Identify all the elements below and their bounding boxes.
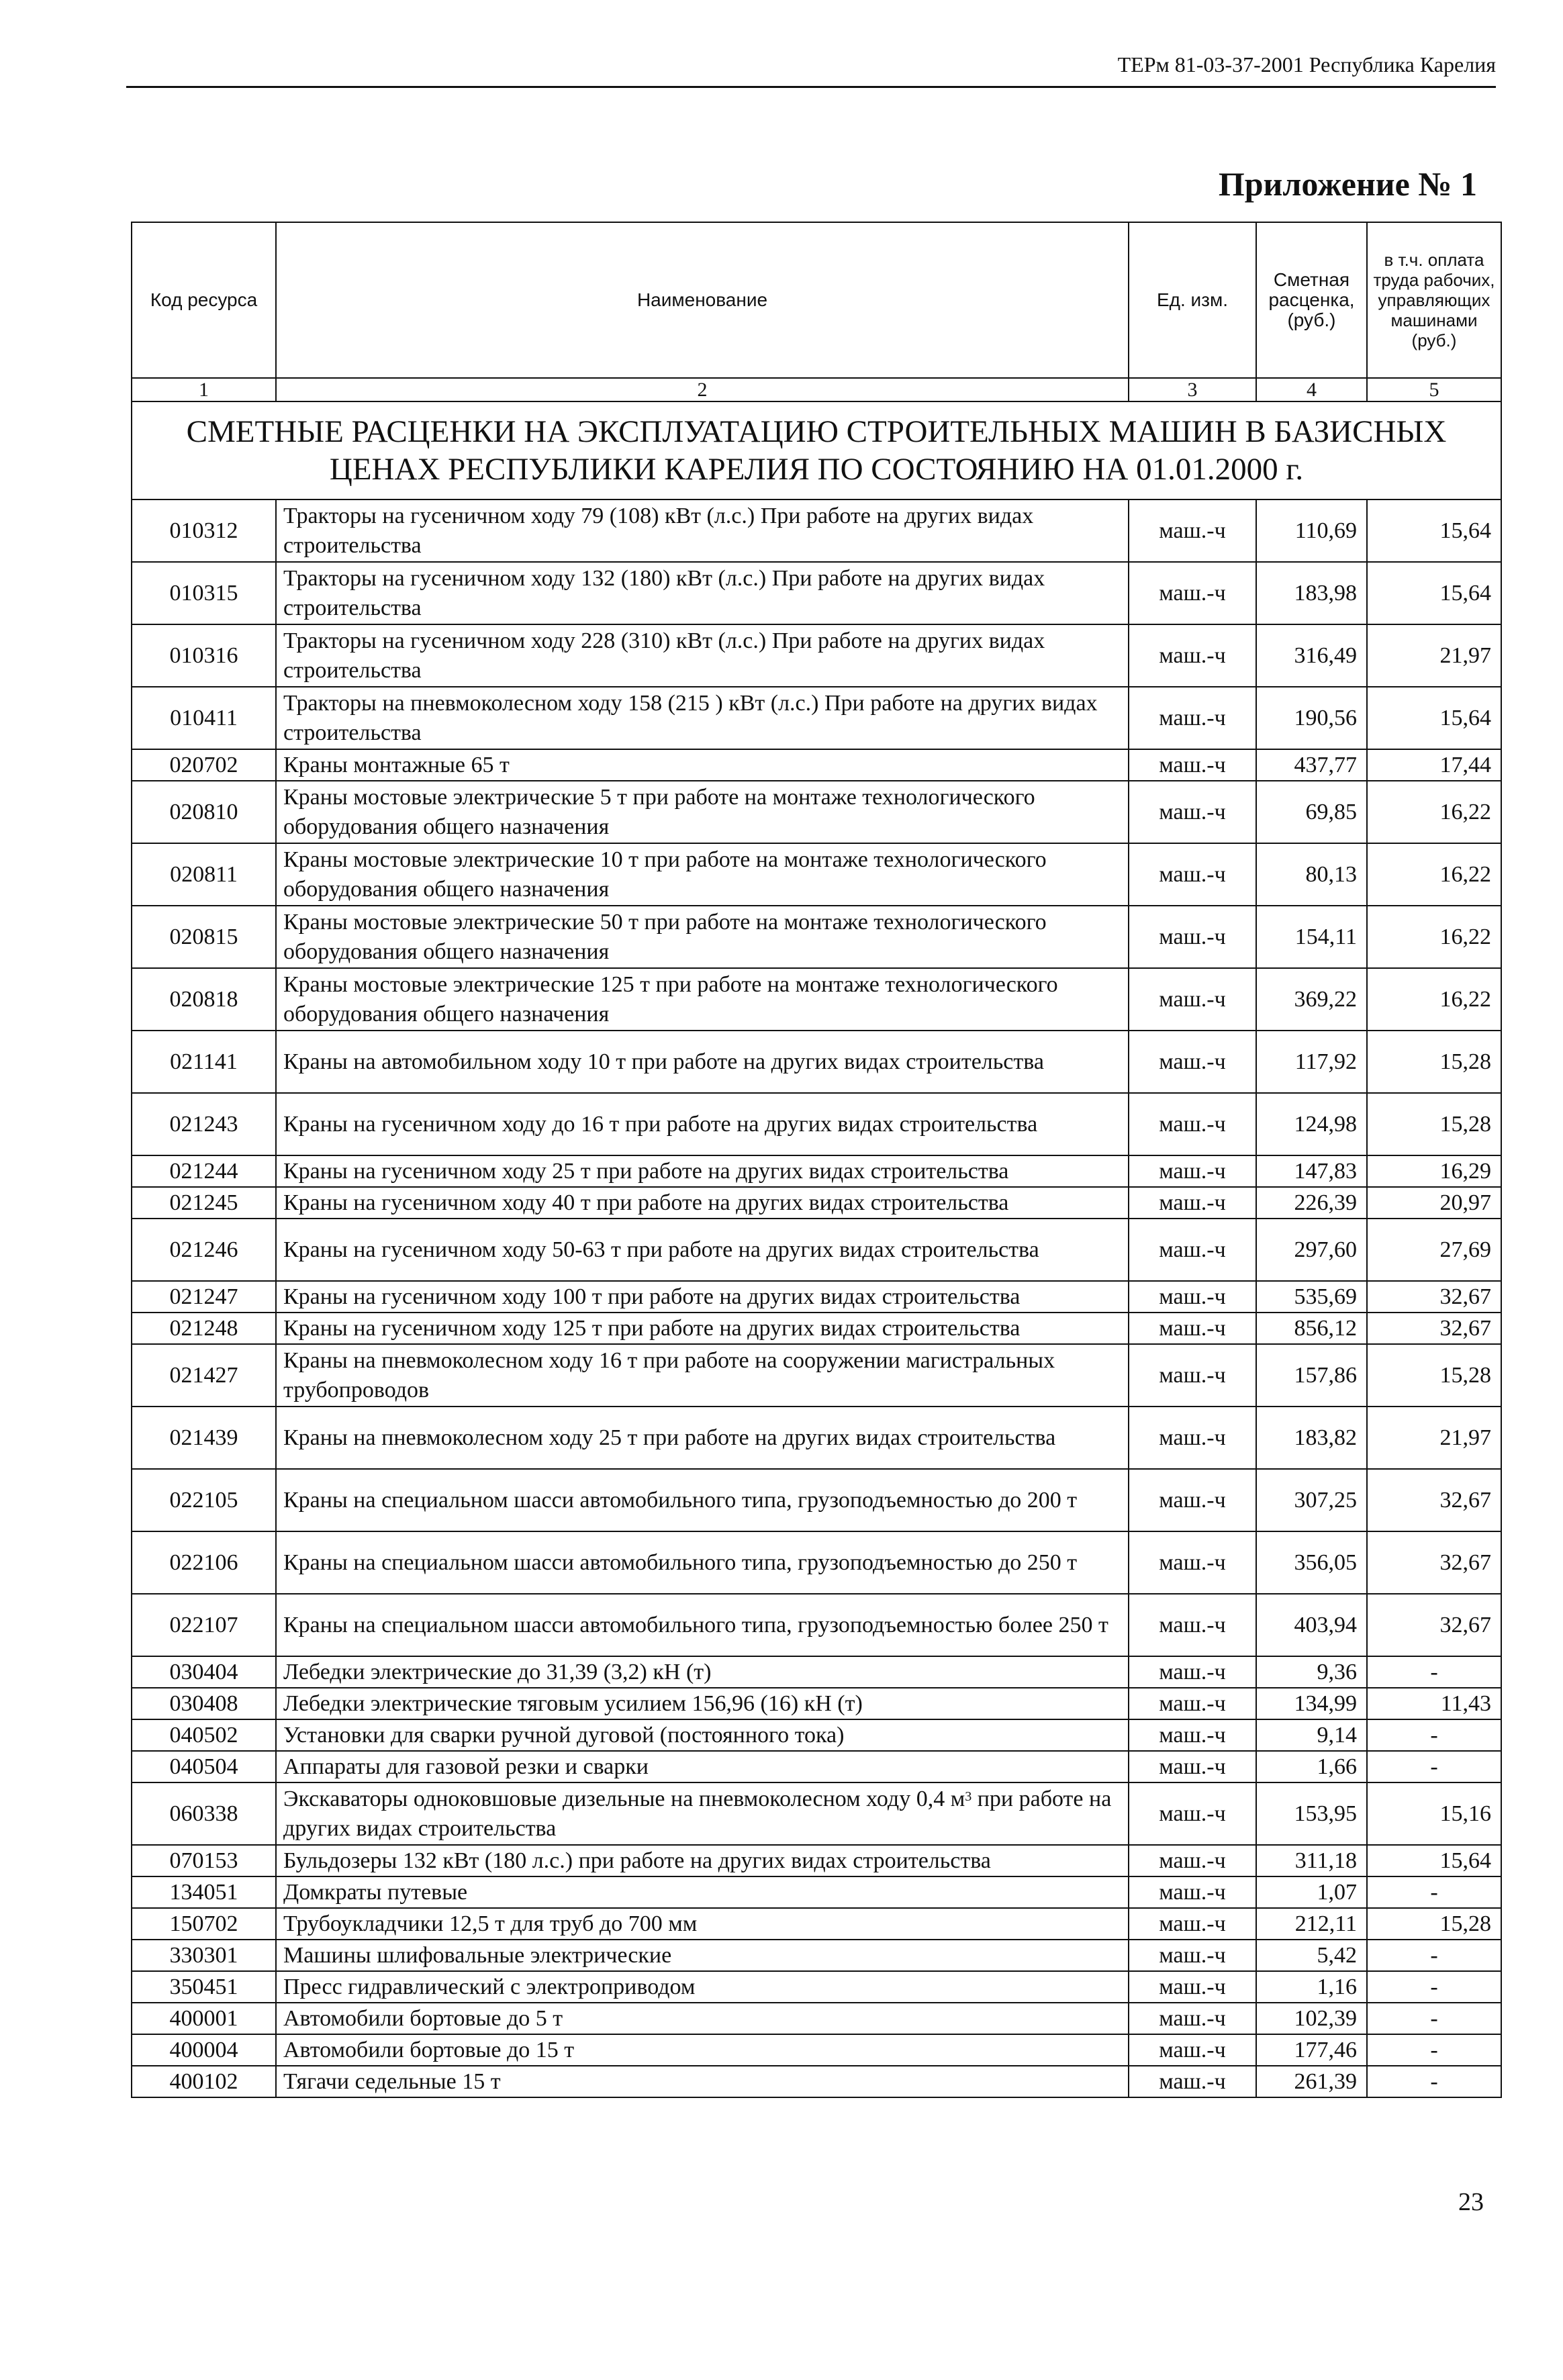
unit-of-measure: маш.-ч xyxy=(1129,1031,1256,1093)
labor-cost: 15,64 xyxy=(1367,562,1501,624)
resource-code: 040504 xyxy=(132,1751,276,1782)
labor-cost: - xyxy=(1367,2003,1501,2034)
resource-name: Краны на автомобильном ходу 10 т при работе на других видах строительства xyxy=(276,1031,1129,1093)
labor-cost: 32,67 xyxy=(1367,1594,1501,1656)
labor-cost: - xyxy=(1367,1719,1501,1751)
labor-cost: 32,67 xyxy=(1367,1281,1501,1313)
estimated-rate: 134,99 xyxy=(1256,1688,1367,1719)
labor-cost: 16,29 xyxy=(1367,1155,1501,1187)
estimated-rate: 297,60 xyxy=(1256,1219,1367,1281)
table-row xyxy=(132,1719,1501,1751)
resource-code: 022107 xyxy=(132,1594,276,1656)
table-row xyxy=(132,1031,1501,1093)
resource-name: Тракторы на гусеничном ходу 79 (108) кВт (л.с.) При работе на других видах строительства xyxy=(276,499,1129,562)
resource-code: 060338 xyxy=(132,1782,276,1845)
resource-name xyxy=(276,1782,1129,1845)
estimated-rate: 316,49 xyxy=(1256,624,1367,687)
labor-cost: 15,64 xyxy=(1367,687,1501,749)
resource-name: Тракторы на пневмоколесном ходу 158 (215 ) кВт (л.с.) При работе на других видах строительства xyxy=(276,687,1129,749)
labor-cost: 16,22 xyxy=(1367,781,1501,843)
labor-cost: 15,28 xyxy=(1367,1908,1501,1940)
resource-name: Краны на гусеничном ходу 40 т при работе на других видах строительства xyxy=(276,1187,1129,1219)
resource-code: 040502 xyxy=(132,1719,276,1751)
labor-cost: 15,64 xyxy=(1367,1845,1501,1876)
estimated-rate: 147,83 xyxy=(1256,1155,1367,1187)
resource-name: Краны мостовые электрические 125 т при работе на монтаже технологического оборудования общего назначения xyxy=(276,968,1129,1031)
labor-cost: 15,28 xyxy=(1367,1031,1501,1093)
column-number: 2 xyxy=(276,378,1129,401)
table-row xyxy=(132,499,1501,562)
table-row xyxy=(132,624,1501,687)
column-number: 1 xyxy=(132,378,276,401)
resource-code: 020810 xyxy=(132,781,276,843)
labor-cost: 32,67 xyxy=(1367,1313,1501,1344)
labor-cost: - xyxy=(1367,1876,1501,1908)
table-row xyxy=(132,1940,1501,1971)
resource-name-part: Экскаваторы одноковшовые дизельные на пневмоколесном ходу 0,4 м xyxy=(283,1786,965,1811)
resource-name: Краны на гусеничном ходу 50-63 т при работе на других видах строительства xyxy=(276,1219,1129,1281)
resource-name: Трубоукладчики 12,5 т для труб до 700 мм xyxy=(276,1908,1129,1940)
estimated-rate: 437,77 xyxy=(1256,749,1367,781)
resource-code: 022106 xyxy=(132,1531,276,1594)
column-header: Ед. изм. xyxy=(1129,222,1256,378)
estimated-rate: 261,39 xyxy=(1256,2066,1367,2097)
estimated-rate: 153,95 xyxy=(1256,1782,1367,1845)
resource-code: 134051 xyxy=(132,1876,276,1908)
labor-cost: 15,28 xyxy=(1367,1093,1501,1155)
unit-of-measure: маш.-ч xyxy=(1129,1219,1256,1281)
resource-name: Лебедки электрические тяговым усилием 156,96 (16) кН (т) xyxy=(276,1688,1129,1719)
column-header: Код ресурса xyxy=(132,222,276,378)
table-row xyxy=(132,749,1501,781)
labor-cost: 20,97 xyxy=(1367,1187,1501,1219)
table-row xyxy=(132,1155,1501,1187)
resource-code: 021243 xyxy=(132,1093,276,1155)
resource-code: 030408 xyxy=(132,1688,276,1719)
table-row xyxy=(132,968,1501,1031)
column-header: в т.ч. оплата труда рабочих, управляющих машинами (руб.) xyxy=(1367,222,1501,378)
resource-code: 150702 xyxy=(132,1908,276,1940)
column-number: 5 xyxy=(1367,378,1501,401)
resource-code: 330301 xyxy=(132,1940,276,1971)
unit-of-measure: маш.-ч xyxy=(1129,2066,1256,2097)
resource-name: Краны на специальном шасси автомобильного типа, грузоподъемностью до 200 т xyxy=(276,1469,1129,1531)
labor-cost: - xyxy=(1367,1940,1501,1971)
table-row xyxy=(132,1281,1501,1313)
table-row xyxy=(132,1782,1501,1845)
estimated-rate: 117,92 xyxy=(1256,1031,1367,1093)
resource-name: Краны на гусеничном ходу 125 т при работе на других видах строительства xyxy=(276,1313,1129,1344)
estimated-rate: 183,98 xyxy=(1256,562,1367,624)
estimated-rate: 1,66 xyxy=(1256,1751,1367,1782)
table-row xyxy=(132,1594,1501,1656)
labor-cost: 21,97 xyxy=(1367,1407,1501,1469)
labor-cost: 16,22 xyxy=(1367,968,1501,1031)
resource-code: 030404 xyxy=(132,1656,276,1688)
unit-of-measure: маш.-ч xyxy=(1129,1971,1256,2003)
column-header: Наименование xyxy=(276,222,1129,378)
resource-code: 021141 xyxy=(132,1031,276,1093)
table-row xyxy=(132,2066,1501,2097)
unit-of-measure: маш.-ч xyxy=(1129,1719,1256,1751)
estimated-rate: 183,82 xyxy=(1256,1407,1367,1469)
resource-name: Краны мостовые электрические 5 т при работе на монтаже технологического оборудования общего назначения xyxy=(276,781,1129,843)
estimated-rate: 102,39 xyxy=(1256,2003,1367,2034)
resource-code: 021427 xyxy=(132,1344,276,1407)
table-row xyxy=(132,1876,1501,1908)
unit-of-measure: маш.-ч xyxy=(1129,624,1256,687)
estimated-rate: 69,85 xyxy=(1256,781,1367,843)
estimated-rate: 5,42 xyxy=(1256,1940,1367,1971)
unit-of-measure: маш.-ч xyxy=(1129,1407,1256,1469)
unit-of-measure: маш.-ч xyxy=(1129,562,1256,624)
column-number-row xyxy=(132,378,1501,401)
table-row xyxy=(132,1971,1501,2003)
unit-of-measure: маш.-ч xyxy=(1129,1281,1256,1313)
labor-cost: 27,69 xyxy=(1367,1219,1501,1281)
resource-name: Краны мостовые электрические 10 т при работе на монтаже технологического оборудования общего назначения xyxy=(276,843,1129,906)
table-row xyxy=(132,1469,1501,1531)
resource-name: Тягачи седельные 15 т xyxy=(276,2066,1129,2097)
resource-name: Краны на гусеничном ходу до 16 т при работе на других видах строительства xyxy=(276,1093,1129,1155)
table-row xyxy=(132,781,1501,843)
estimated-rate: 154,11 xyxy=(1256,906,1367,968)
table-row xyxy=(132,906,1501,968)
resource-name: Тракторы на гусеничном ходу 132 (180) кВт (л.с.) При работе на других видах строительства xyxy=(276,562,1129,624)
unit-of-measure: маш.-ч xyxy=(1129,1656,1256,1688)
table-row xyxy=(132,1093,1501,1155)
labor-cost: - xyxy=(1367,1971,1501,2003)
estimated-rate: 369,22 xyxy=(1256,968,1367,1031)
unit-of-measure: маш.-ч xyxy=(1129,1469,1256,1531)
estimated-rate: 177,46 xyxy=(1256,2034,1367,2066)
estimated-rate: 9,36 xyxy=(1256,1656,1367,1688)
resource-code: 010312 xyxy=(132,499,276,562)
resource-name: Краны монтажные 65 т xyxy=(276,749,1129,781)
table-row xyxy=(132,1688,1501,1719)
header-divider xyxy=(126,86,1496,88)
unit-of-measure: маш.-ч xyxy=(1129,2003,1256,2034)
unit-of-measure: маш.-ч xyxy=(1129,1751,1256,1782)
estimated-rate: 311,18 xyxy=(1256,1845,1367,1876)
appendix-title: Приложение № 1 xyxy=(1218,165,1477,203)
unit-of-measure: маш.-ч xyxy=(1129,1093,1256,1155)
estimated-rate: 212,11 xyxy=(1256,1908,1367,1940)
estimated-rate: 535,69 xyxy=(1256,1281,1367,1313)
resource-code: 400102 xyxy=(132,2066,276,2097)
resource-code: 020702 xyxy=(132,749,276,781)
resource-code: 021248 xyxy=(132,1313,276,1344)
labor-cost: 15,64 xyxy=(1367,499,1501,562)
table-row xyxy=(132,843,1501,906)
labor-cost: - xyxy=(1367,2034,1501,2066)
unit-of-measure: маш.-ч xyxy=(1129,1594,1256,1656)
document-reference: ТЕРм 81-03-37-2001 Республика Карелия xyxy=(1117,52,1496,77)
unit-of-measure: маш.-ч xyxy=(1129,968,1256,1031)
labor-cost: 11,43 xyxy=(1367,1688,1501,1719)
column-number: 4 xyxy=(1256,378,1367,401)
unit-of-measure: маш.-ч xyxy=(1129,781,1256,843)
column-header: Сметная расценка, (руб.) xyxy=(1256,222,1367,378)
resource-code: 010316 xyxy=(132,624,276,687)
unit-of-measure: маш.-ч xyxy=(1129,1876,1256,1908)
unit-of-measure: маш.-ч xyxy=(1129,1187,1256,1219)
resource-name: Пресс гидравлический с электроприводом xyxy=(276,1971,1129,2003)
resource-code: 021247 xyxy=(132,1281,276,1313)
resource-name: Домкраты путевые xyxy=(276,1876,1129,1908)
resource-code: 020811 xyxy=(132,843,276,906)
unit-of-measure: маш.-ч xyxy=(1129,1782,1256,1845)
estimated-rate: 9,14 xyxy=(1256,1719,1367,1751)
table-row xyxy=(132,1656,1501,1688)
unit-of-measure: маш.-ч xyxy=(1129,1908,1256,1940)
section-title-row xyxy=(132,401,1501,499)
resource-code: 350451 xyxy=(132,1971,276,2003)
unit-of-measure: маш.-ч xyxy=(1129,1940,1256,1971)
unit-of-measure: маш.-ч xyxy=(1129,2034,1256,2066)
estimated-rate: 1,07 xyxy=(1256,1876,1367,1908)
resource-code: 021245 xyxy=(132,1187,276,1219)
resource-code: 022105 xyxy=(132,1469,276,1531)
estimated-rate: 1,16 xyxy=(1256,1971,1367,2003)
resource-name: Установки для сварки ручной дуговой (постоянного тока) xyxy=(276,1719,1129,1751)
resource-name: Машины шлифовальные электрические xyxy=(276,1940,1129,1971)
table-row xyxy=(132,1187,1501,1219)
resource-name: Тракторы на гусеничном ходу 228 (310) кВт (л.с.) При работе на других видах строительства xyxy=(276,624,1129,687)
resource-code: 010315 xyxy=(132,562,276,624)
table-row xyxy=(132,1751,1501,1782)
estimated-rate: 157,86 xyxy=(1256,1344,1367,1407)
labor-cost: - xyxy=(1367,1656,1501,1688)
resource-name: Краны на гусеничном ходу 100 т при работе на других видах строительства xyxy=(276,1281,1129,1313)
unit-of-measure: маш.-ч xyxy=(1129,843,1256,906)
table-row xyxy=(132,1908,1501,1940)
resource-name: Бульдозеры 132 кВт (180 л.с.) при работе на других видах строительства xyxy=(276,1845,1129,1876)
resource-code: 400001 xyxy=(132,2003,276,2034)
labor-cost: 32,67 xyxy=(1367,1469,1501,1531)
table-row xyxy=(132,562,1501,624)
unit-of-measure: маш.-ч xyxy=(1129,1313,1256,1344)
unit-of-measure: маш.-ч xyxy=(1129,749,1256,781)
cubic-superscript: 3 xyxy=(965,1789,972,1804)
labor-cost: 32,67 xyxy=(1367,1531,1501,1594)
table-row xyxy=(132,2003,1501,2034)
resource-name: Краны мостовые электрические 50 т при работе на монтаже технологического оборудования общего назначения xyxy=(276,906,1129,968)
resource-name: Автомобили бортовые до 15 т xyxy=(276,2034,1129,2066)
resource-name: Краны на пневмоколесном ходу 25 т при работе на других видах строительства xyxy=(276,1407,1129,1469)
labor-cost: 16,22 xyxy=(1367,906,1501,968)
estimated-rate: 307,25 xyxy=(1256,1469,1367,1531)
resource-code: 010411 xyxy=(132,687,276,749)
resource-name: Лебедки электрические до 31,39 (3,2) кН (т) xyxy=(276,1656,1129,1688)
unit-of-measure: маш.-ч xyxy=(1129,687,1256,749)
column-number: 3 xyxy=(1129,378,1256,401)
resource-code: 020815 xyxy=(132,906,276,968)
unit-of-measure: маш.-ч xyxy=(1129,1531,1256,1594)
unit-of-measure: маш.-ч xyxy=(1129,1688,1256,1719)
unit-of-measure: маш.-ч xyxy=(1129,1155,1256,1187)
page-number: 23 xyxy=(1458,2188,1484,2216)
unit-of-measure: маш.-ч xyxy=(1129,499,1256,562)
table-row xyxy=(132,1219,1501,1281)
table-row xyxy=(132,1531,1501,1594)
labor-cost: 17,44 xyxy=(1367,749,1501,781)
estimated-rate: 80,13 xyxy=(1256,843,1367,906)
estimated-rate: 124,98 xyxy=(1256,1093,1367,1155)
resource-name: Аппараты для газовой резки и сварки xyxy=(276,1751,1129,1782)
estimated-rate: 190,56 xyxy=(1256,687,1367,749)
resource-code: 021246 xyxy=(132,1219,276,1281)
estimated-rate: 856,12 xyxy=(1256,1313,1367,1344)
labor-cost: - xyxy=(1367,1751,1501,1782)
section-title: СМЕТНЫЕ РАСЦЕНКИ НА ЭКСПЛУАТАЦИЮ СТРОИТЕЛЬНЫХ МАШИН В БАЗИСНЫХ ЦЕНАХ РЕСПУБЛИКИ КАРЕЛИЯ ПО СОСТОЯНИЮ НА 01.01.2000 г. xyxy=(132,401,1501,499)
resource-code: 021244 xyxy=(132,1155,276,1187)
table-row xyxy=(132,1845,1501,1876)
unit-of-measure: маш.-ч xyxy=(1129,906,1256,968)
table-row xyxy=(132,2034,1501,2066)
estimated-rate: 403,94 xyxy=(1256,1594,1367,1656)
labor-cost: 16,22 xyxy=(1367,843,1501,906)
labor-cost: 21,97 xyxy=(1367,624,1501,687)
estimated-rate: 226,39 xyxy=(1256,1187,1367,1219)
labor-cost: - xyxy=(1367,2066,1501,2097)
estimated-rate: 356,05 xyxy=(1256,1531,1367,1594)
resource-name: Краны на пневмоколесном ходу 16 т при работе на сооружении магистральных трубопроводов xyxy=(276,1344,1129,1407)
table-header-row xyxy=(132,222,1501,378)
labor-cost: 15,16 xyxy=(1367,1782,1501,1845)
rates-table xyxy=(131,222,1502,2098)
table-row xyxy=(132,687,1501,749)
resource-name: Краны на специальном шасси автомобильного типа, грузоподъемностью до 250 т xyxy=(276,1531,1129,1594)
resource-code: 070153 xyxy=(132,1845,276,1876)
unit-of-measure: маш.-ч xyxy=(1129,1344,1256,1407)
labor-cost: 15,28 xyxy=(1367,1344,1501,1407)
resource-code: 020818 xyxy=(132,968,276,1031)
resource-code: 400004 xyxy=(132,2034,276,2066)
resource-name-part: при работе на других видах строительства xyxy=(283,1786,1112,1841)
table-row xyxy=(132,1344,1501,1407)
unit-of-measure: маш.-ч xyxy=(1129,1845,1256,1876)
table-row xyxy=(132,1313,1501,1344)
resource-name: Краны на гусеничном ходу 25 т при работе на других видах строительства xyxy=(276,1155,1129,1187)
table-row xyxy=(132,1407,1501,1469)
resource-name: Автомобили бортовые до 5 т xyxy=(276,2003,1129,2034)
resource-name: Краны на специальном шасси автомобильного типа, грузоподъемностью более 250 т xyxy=(276,1594,1129,1656)
estimated-rate: 110,69 xyxy=(1256,499,1367,562)
resource-code: 021439 xyxy=(132,1407,276,1469)
